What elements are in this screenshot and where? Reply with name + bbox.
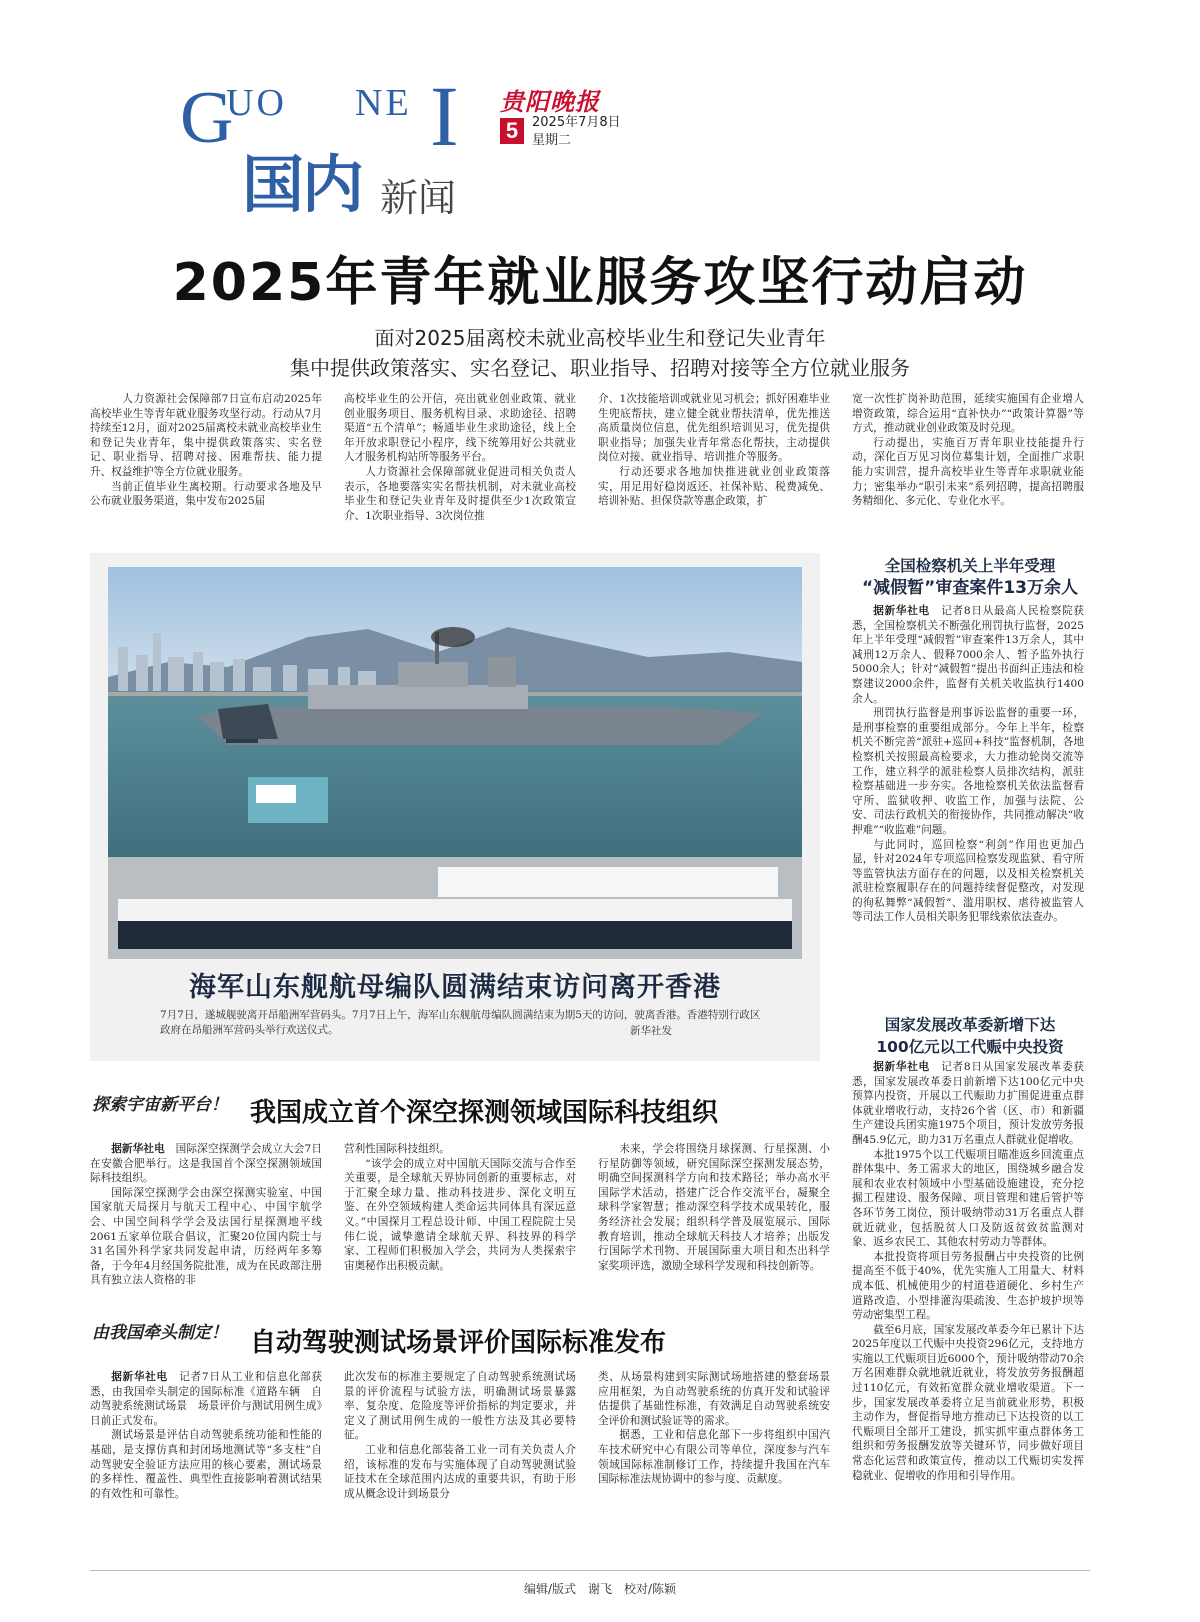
story-3-col1-p2: 国际深空探测学会由深空探测实验室、中国国家航天局探月与航天工程中心、中国宇航学会、中国空间科学学会及法国行星探测地平线2061五家单位联合倡议，汇聚20位国内院士与31名国外科学家共同发起申请，历经两年多筹备，于今年4月经国务院批准，成为在民政部注册具有独立法人资格的非 xyxy=(90,1186,322,1287)
masthead-latin-uo: UO xyxy=(226,82,287,124)
photo-story xyxy=(90,553,820,1061)
lead-col3-p1: 介、1次技能培训或就业见习机会；抓好困难毕业生兜底帮扶，建立健全就业帮扶清单，优先推送高质量岗位信息，优先组织培训见习，优先提供职业指导；加强失业青年常态化帮扶，主动提供岗位对接、就业指导、培训推介等服务。 xyxy=(598,393,830,464)
story-4-col-2 xyxy=(344,1370,576,1501)
story-3-col2-p2: “该学会的成立对中国航天国际交流与合作至关重要，是全球航天界协同创新的重要标志，对于汇聚全球力量、推动科技进步、深化文明互鉴、在外空领域构建人类命运共同体具有深远意义。”中国探月工程总设计师、中国工程院院士吴伟仁说，诚挚邀请全球航天界、科技界的科学家、工程师们积极加入学会，共同为人类探索宇宙奥秘作出积极贡献。 xyxy=(344,1157,576,1272)
lead-col3-p2: 行动还要求各地加快推进就业创业政策落实，用足用好稳岗返还、社保补贴、税费减免、培训补贴、担保贷款等惠企政策，扩 xyxy=(598,465,830,508)
lead-col-2 xyxy=(344,392,576,523)
side-story-1-source: 据新华社电 xyxy=(873,605,930,617)
side-story-2-p2: 本批1975个以工代赈项目瞄准返乡回流重点群体集中、务工需求大的地区，围绕城乡融合发展和农业农村领域中小型基础设施建设，充分挖掘工程建设、服务保障、项目管理和建后管护等各环节务工岗位，预计吸纳带动31万名重点人群就近就业，包括脱贫人口及防返贫致贫监测对象、返乡农民工、其他农村劳动力等群体。 xyxy=(852,1148,1084,1249)
lead-subtitle-2: 集中提供政策落实、实名登记、职业指导、招聘对接等全方位就业服务 xyxy=(290,356,910,380)
page-number: 5 xyxy=(500,118,524,144)
lead-col1-p2: 当前正值毕业生离校期。行动要求各地及早公布就业服务渠道，集中发布2025届 xyxy=(90,480,322,508)
story-4-col1-p2: 测试场景是评估自动驾驶系统功能和性能的基础，是支撑仿真和封闭场地测试等“多支柱”自动驾驶安全验证方法应用的核心要素，测试场景的多样性、覆盖性、典型性直接影响着测试结果的有效性和可靠性。 xyxy=(90,1429,322,1500)
story-3-col1-p1: 国际深空探测学会成立大会7日在安徽合肥举行。这是我国首个深空探测领域国际科技组织。 xyxy=(90,1143,323,1185)
story-4-col2-p2: 工业和信息化部装备工业一司有关负责人介绍，该标准的发布与实施体现了自动驾驶测试验证技术在全球范围内达成的重要共识，有助于形成从概念设计到场景分 xyxy=(344,1443,576,1500)
lead-subtitle-1: 面对2025届离校未就业高校毕业生和登记失业青年 xyxy=(374,326,826,350)
story-3-col2-p1: 营利性国际科技组织。 xyxy=(344,1143,450,1155)
story-3-col-2 xyxy=(344,1142,576,1273)
story-3-kicker: 探索宇宙新平台！ xyxy=(92,1095,228,1115)
side-story-1-p1: 记者8日从最高人民检察院获悉，全国检察机关不断强化刑罚执行监督，2025年上半年受理“减假暂”审查案件13万余人，其中减刑12万余人、假释7000余人、暂予监外执行5000余人；针对“减假暂”提出书面纠正违法和检察建议2000余件，监督有关机关收监执行1400余人。 xyxy=(852,605,1084,705)
story-4-col3-p1: 类、从场景构建到实际测试场地搭建的整套场景应用框架，为自动驾驶系统的仿真开发和试验评估提供了基础性标准，有效满足自动驾驶系统安全评价和测试验证等的需求。 xyxy=(598,1371,830,1427)
story-4-col-3 xyxy=(598,1370,830,1487)
lead-col-1 xyxy=(90,392,322,509)
weekday: 星期二 xyxy=(532,133,572,148)
section-suffix: 新闻 xyxy=(380,176,457,220)
warship-photo xyxy=(108,567,802,959)
story-3-col-1 xyxy=(90,1142,322,1288)
footer-rule xyxy=(90,1570,1090,1571)
lead-col2-p2: 人力资源社会保障部就业促进司相关负责人表示，各地要落实实名帮扶机制，对未就业高校毕业生和登记失业青年及时提供至少1次政策宣介、1次职业指导、3次岗位推 xyxy=(344,465,576,522)
side-story-2-source: 据新华社电 xyxy=(873,1061,930,1073)
lead-col1-p1: 人力资源社会保障部7日宣布启动2025年高校毕业生等青年就业服务攻坚行动。行动从7月持续至12月，面对2025届离校未就业高校毕业生和登记失业青年，集中提供政策落实、实名登记、职业指导、招聘对接、困难帮扶、能力提升、权益维护等全方位就业服务。 xyxy=(90,393,323,478)
lead-col-4 xyxy=(852,392,1084,509)
page-footer: 编辑/版式 谢飞 校对/陈颖 xyxy=(523,1582,677,1596)
story-4-headline: 自动驾驶测试场景评价国际标准发布 xyxy=(250,1328,667,1358)
side-story-2-p4: 截至6月底，国家发展改革委今年已累计下达2025年度以工代赈中央投资296亿元，支持地方实施以工代赈项目近6000个，预计吸纳带动70余万名困难群众就地就近就业，将发放劳务报酬超过110亿元，有效拓宽群众就业增收渠道。下一步，国家发展改革委将立足当前就业形势，积极主动作为，督促指导地方推动已下达投资的以工代赈项目全部开工建设，抓实抓牢重点群体务工组织和劳务报酬发放等关键环节，同步做好项目常态化运营和政策宣传，推动以工代赈切实发挥稳就业、促增收的作用和引导作用。 xyxy=(852,1323,1084,1482)
masthead-latin-g: G xyxy=(180,77,234,159)
story-3-col-3 xyxy=(598,1142,830,1273)
story-4-col1-p1: 记者7日从工业和信息化部获悉，由我国牵头制定的国际标准《道路车辆 自动驾驶系统测试场景 场景评价与测试用例生成》日前正式发布。 xyxy=(90,1371,322,1427)
side-story-1-title-2: “减假暂”审查案件13万余人 xyxy=(861,578,1078,598)
story-4-source: 据新华社电 xyxy=(111,1371,168,1383)
side-story-1-headline xyxy=(840,555,1100,599)
paper-name-logo: 贵阳晚报 xyxy=(500,87,600,116)
story-4-col2-p1: 此次发布的标准主要规定了自动驾驶系统测试场景的评价流程与试验方法，明确测试场景暴露率、复杂度、危险度等评价指标的判定要求，并定义了测试用例生成的一般性方法及其必要特征。 xyxy=(344,1371,576,1442)
section-name: 国内 xyxy=(242,148,363,221)
masthead-latin-i: I xyxy=(430,68,459,164)
story-4-kicker: 由我国牵头制定！ xyxy=(92,1323,228,1343)
issue-date xyxy=(532,114,621,150)
side-story-2-title-2: 100亿元以工代赈中央投资 xyxy=(876,1038,1064,1056)
side-story-1-title-1: 全国检察机关上半年受理 xyxy=(884,557,1056,575)
story-4-col3-p2: 据悉，工业和信息化部下一步将组织中国汽车技术研究中心有限公司等单位，深度参与汽车领域国际标准制修订工作，持续提升我国在汽车国际标准法规协调中的参与度、贡献度。 xyxy=(598,1429,830,1486)
lead-col4-p1: 宽一次性扩岗补助范围，延续实施国有企业增人增资政策，综合运用“直补快办”“政策计算器”等方式，推动就业创业政策及时兑现。 xyxy=(852,393,1084,435)
photo-caption: 7月7日，遂城舰驶离开昂船洲军营码头。7月7日上午，海军山东舰航母编队圆满结束为期5天的访问，驶离香港。香港特别行政区政府在昂船洲军营码头举行欢送仪式。 xyxy=(160,1009,761,1036)
side-story-2-p3: 本批投资将项目劳务报酬占中央投资的比例提高至不低于40%，优先实施人工用量大、材料成本低、机械使用少的村道巷道硬化、乡村生产道路改造、小型排灌沟渠疏浚、生态护坡护坝等劳动密集型工程。 xyxy=(852,1250,1084,1322)
side-story-1-body xyxy=(852,604,1084,925)
story-3-col3-p1: 未来，学会将围绕月球探测、行星探测、小行星防御等领域，研究国际深空探测发展态势，明确空间探测科学方向和技术路径；举办高水平国际学术活动，搭建广泛合作交流平台，凝聚全球科学家智慧；推动深空科学技术成果转化，服务经济社会发展；组织科学普及展览展示、国际教育培训，推动全球航天科技人才培养；出版发行国际学术刊物、开展国际重大项目和杰出科学家奖项评选，激励全球科学发现和科技创新等。 xyxy=(598,1143,830,1272)
story-3-source: 据新华社电 xyxy=(111,1143,165,1155)
side-story-1-p3: 与此同时，巡回检察“利剑”作用也更加凸显，针对2024年专项巡回检察发现监狱、看守所等监管执法方面存在的问题，以及相关检察机关派驻检察履职存在的问题持续督促整改，对发现的徇私舞弊“减假暂”、滥用职权、虐待被监管人等司法工作人员相关职务犯罪线索依法查办。 xyxy=(852,838,1084,924)
photo-credit: 新华社发 xyxy=(630,1025,672,1037)
story-4-col-1 xyxy=(90,1370,322,1501)
side-story-2-title-1: 国家发展改革委新增下达 xyxy=(884,1016,1056,1034)
date: 2025年7月8日 xyxy=(532,115,621,130)
story-3-headline: 我国成立首个深空探测领域国际科技组织 xyxy=(250,1098,719,1128)
lead-col-3 xyxy=(598,392,830,509)
masthead-latin-ne: NE xyxy=(355,82,412,124)
lead-headline: 2025年青年就业服务攻坚行动启动 xyxy=(172,253,1028,313)
lead-col4-p2: 行动提出，实施百万青年职业技能提升行动，深化百万见习岗位募集计划，全面推广求职能力实训营，提升高校毕业生等青年求职就业能力；密集举办“职引未来”系列招聘，提高招聘服务精细化、多元化、专业化水平。 xyxy=(852,436,1084,508)
side-story-2-p1: 记者8日从国家发展改革委获悉，国家发展改革委日前新增下达100亿元中央预算内投资，开展以工代赈助力扩围促进重点群体就业增收行动，支持26个省（区、市）和新疆生产建设兵团实施1975个项目，预计发放劳务报酬45.9亿元，助力31万名重点人群就业促增收。 xyxy=(852,1061,1084,1146)
lead-col2-p1: 高校毕业生的公开信，亮出就业创业政策、就业创业服务项目、服务机构目录、求助途径、招聘渠道“五个清单”；畅通毕业生求助途径，线上全年开放求职登记小程序，线下统筹用好公共就业人才服务机构站所等服务平台。 xyxy=(344,393,576,464)
side-story-1-p2: 刑罚执行监督是刑事诉讼监督的重要一环，是刑事检察的重要组成部分。今年上半年，检察机关不断完善“派驻+巡回+科技”监督机制，各地检察机关按照最高检要求，大力推动轮岗交流等工作，建立科学的派驻检察人员排次结构，派驻检察基础进一步夯实。各地检察机关依法监督看守所、监狱收押、收监工作，加强与法院、公安、司法行政机关的衔接协作，共同推动解决“收押难”“收监难”问题。 xyxy=(852,707,1084,836)
side-story-2-headline xyxy=(840,1014,1100,1058)
side-story-2-body xyxy=(852,1060,1084,1483)
photo-headline: 海军山东舰航母编队圆满结束访问离开香港 xyxy=(189,972,721,1003)
